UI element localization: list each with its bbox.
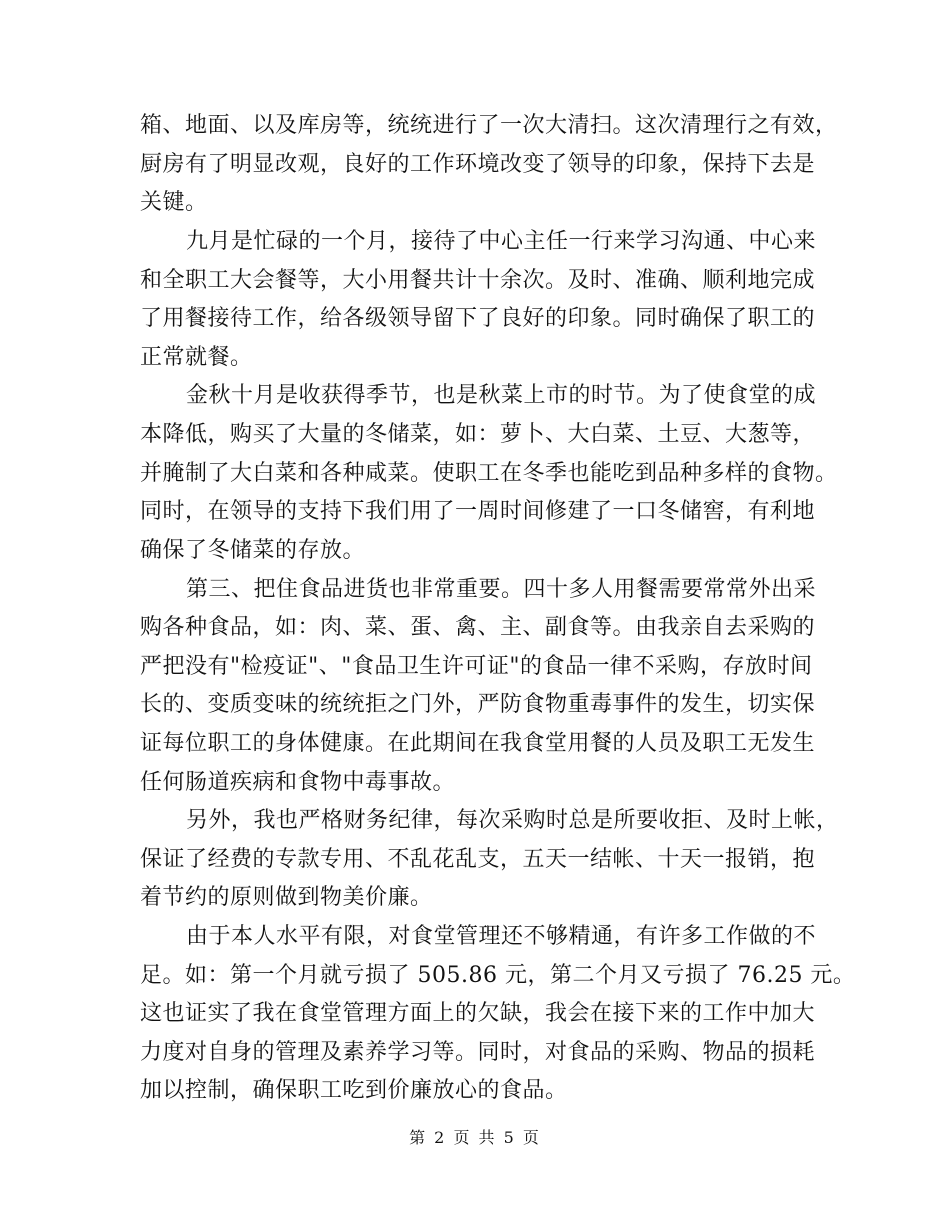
text-line: 正常就餐。 [140, 345, 253, 370]
text-line: 保证了经费的专款专用、不乱花乱支，五天一结帐、十天一报销，抱 [140, 847, 816, 872]
text-line: 这也证实了我在食堂管理方面上的欠缺，我会在接下来的工作中加大 [140, 1001, 816, 1026]
text-line: 箱、地面、以及库房等，统统进行了一次大清扫。这次清理行之有效， [140, 113, 838, 138]
text-line: 加以控制，确保职工吃到价廉放心的食品。 [140, 1078, 568, 1103]
text-line: 任何肠道疾病和食物中毒事故。 [140, 770, 456, 795]
text-line: 另外，我也严格财务纪律，每次采购时总是所要收拒、及时上帐， [186, 808, 839, 833]
text-line: 本降低，购买了大量的冬储菜，如：萝卜、大白菜、土豆、大葱等， [140, 422, 816, 447]
text-line: 足。如：第一个月就亏损了 505.86 元，第二个月又亏损了 76.25 元。 [140, 963, 856, 988]
text-line: 着节约的原则做到物美价廉。 [140, 885, 433, 910]
text-line: 严把没有"检疫证"、"食品卫生许可证"的食品一律不采购，存放时间 [140, 654, 813, 679]
text-line: 金秋十月是收获得季节，也是秋菜上市的时节。为了使食堂的成 [186, 383, 817, 408]
text-line: 购各种食品，如：肉、菜、蛋、禽、主、副食等。由我亲自去采购的 [140, 615, 816, 640]
text-line: 长的、变质变味的统统拒之门外，严防食物重毒事件的发生，切实保 [140, 692, 816, 717]
text-line: 确保了冬储菜的存放。 [140, 538, 366, 563]
text-line: 由于本人水平有限，对食堂管理还不够精通，有许多工作做的不 [186, 924, 817, 949]
text-line: 九月是忙碌的一个月，接待了中心主任一行来学习沟通、中心来 [186, 229, 817, 254]
page-footer: 第 2 页 共 5 页 [409, 1128, 541, 1147]
text-line: 力度对自身的管理及素养学习等。同时，对食品的采购、物品的损耗 [140, 1040, 816, 1065]
text-line: 厨房有了明显改观，良好的工作环境改变了领导的印象，保持下去是 [140, 152, 816, 177]
text-line: 并腌制了大白菜和各种咸菜。使职工在冬季也能吃到品种多样的食物。 [140, 461, 838, 486]
text-line: 关键。 [140, 190, 208, 215]
text-line: 同时，在领导的支持下我们用了一周时间修建了一口冬储窖，有利地 [140, 499, 816, 524]
text-line: 了用餐接待工作，给各级领导留下了良好的印象。同时确保了职工的 [140, 306, 816, 331]
text-line: 第三、把住食品进货也非常重要。四十多人用餐需要常常外出采 [186, 577, 817, 602]
text-line: 和全职工大会餐等，大小用餐共计十余次。及时、准确、顺利地完成 [140, 268, 816, 293]
text-line: 证每位职工的身体健康。在此期间在我食堂用餐的人员及职工无发生 [140, 731, 816, 756]
